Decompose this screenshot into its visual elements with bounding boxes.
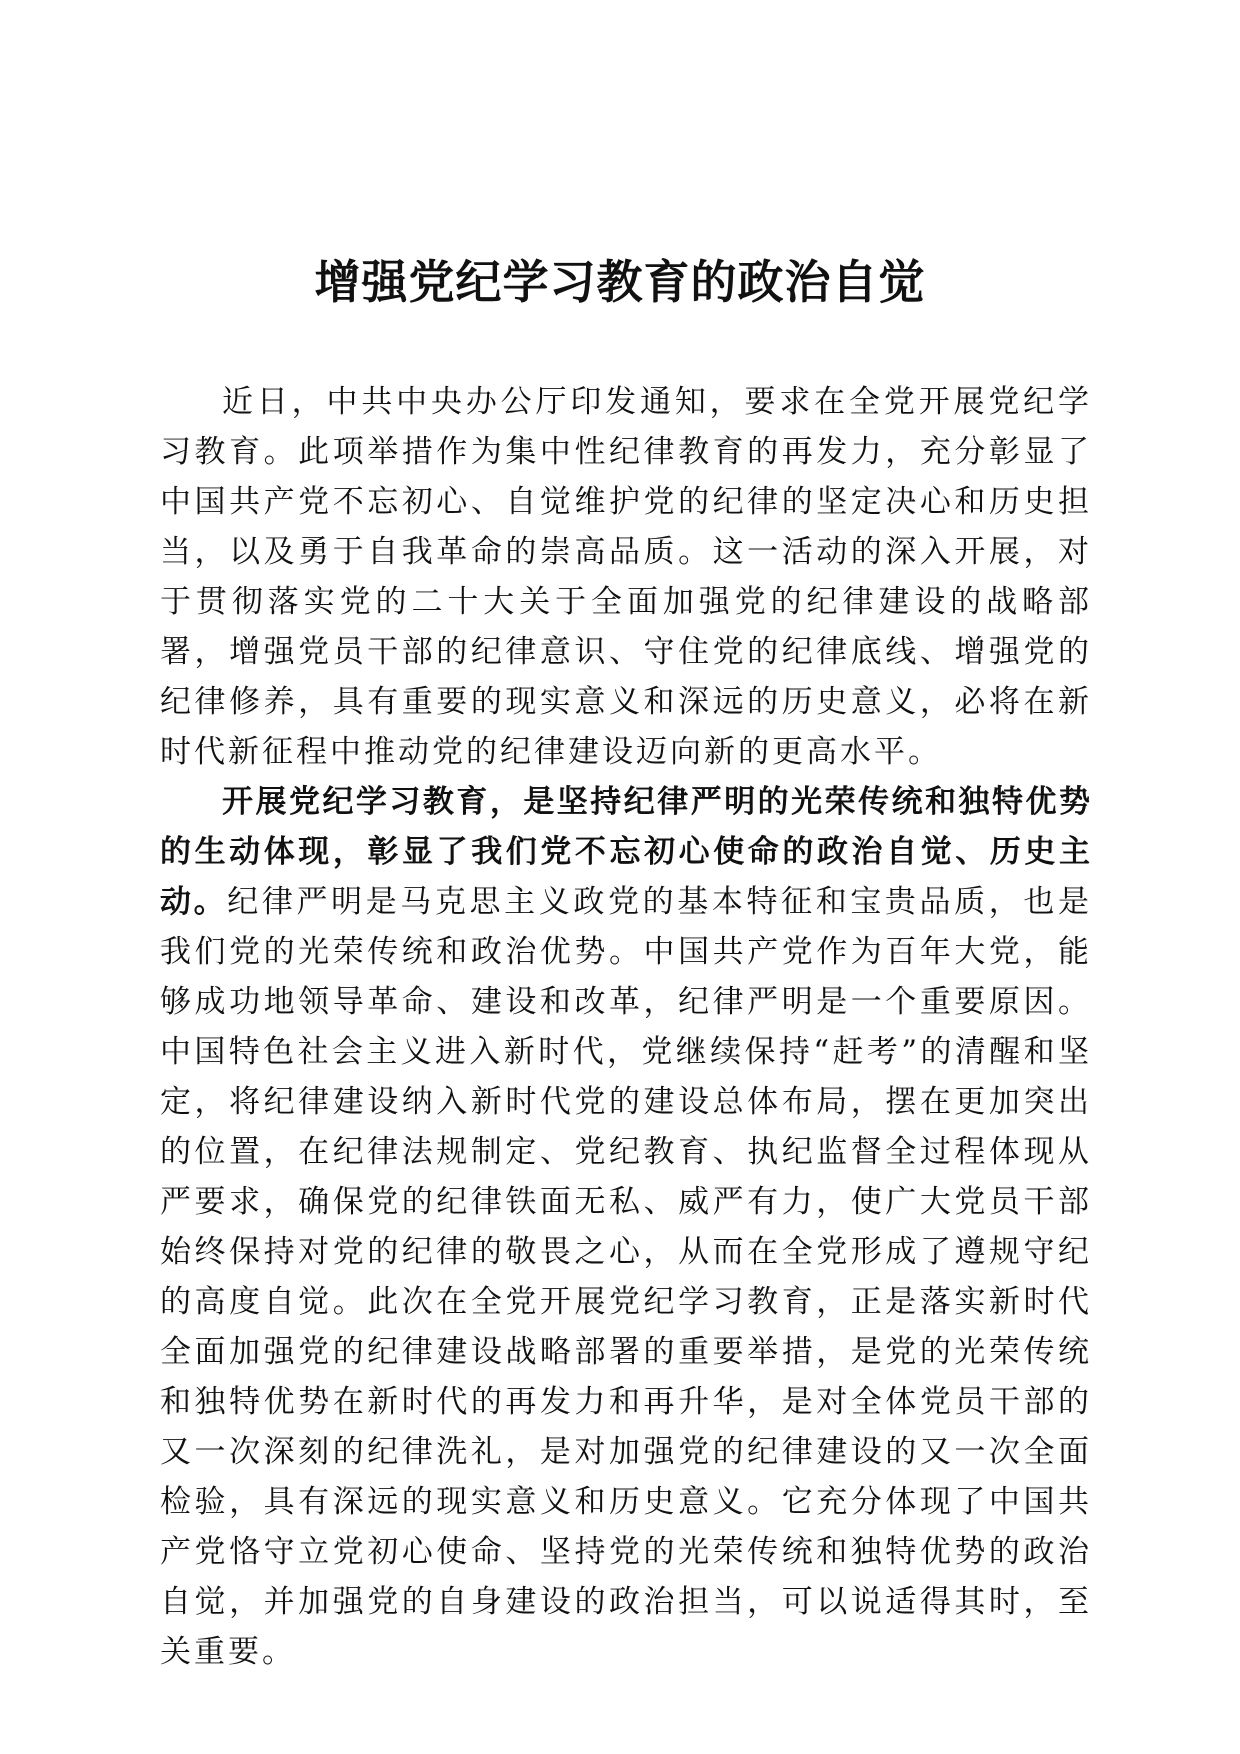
paragraph-2: [160, 777, 1092, 1677]
document-title: 增强党纪学习教育的政治自觉: [314, 255, 926, 309]
document-body: [160, 377, 1092, 1677]
paragraph-1: [160, 377, 1092, 777]
paragraph-1-text: 近日，中共中央办公厅印发通知，要求在全党开展党纪学习教育。此项举措作为集中性纪律教育的再发力，充分彰显了中国共产党不忘初心、自觉维护党的纪律的坚定决心和历史担当，以及勇于自我革命的崇高品质。这一活动的深入开展，对于贯彻落实党的二十大关于全面加强党的纪律建设的战略部署，增强党员干部的纪律意识、守住党的纪律底线、增强党的纪律修养，具有重要的现实意义和深远的历史意义，必将在新时代新征程中推动党的纪律建设迈向新的更高水平。: [160, 384, 1092, 770]
paragraph-2-lead: 开展党纪学习教育，是坚持纪律严明的光荣传统和独特优势的生动体现，彰显了我们党不忘初心使命的政治自觉、历史主动。: [160, 784, 1092, 920]
paragraph-2-text: 纪律严明是马克思主义政党的基本特征和宝贵品质，也是我们党的光荣传统和政治优势。中国共产党作为百年大党，能够成功地领导革命、建设和改革，纪律严明是一个重要原因。中国特色社会主义进入新时代，党继续保持“赶考”的清醒和坚定，将纪律建设纳入新时代党的建设总体布局，摆在更加突出的位置，在纪律法规制定、党纪教育、执纪监督全过程体现从严要求，确保党的纪律铁面无私、威严有力，使广大党员干部始终保持对党的纪律的敬畏之心，从而在全党形成了遵规守纪的高度自觉。此次在全党开展党纪学习教育，正是落实新时代全面加强党的纪律建设战略部署的重要举措，是党的光荣传统和独特优势在新时代的再发力和再升华，是对全体党员干部的又一次深刻的纪律洗礼，是对加强党的纪律建设的又一次全面检验，具有深远的现实意义和历史意义。它充分体现了中国共产党恪守立党初心使命、坚持党的光荣传统和独特优势的政治自觉，并加强党的自身建设的政治担当，可以说适得其时，至关重要。: [160, 884, 1093, 1670]
